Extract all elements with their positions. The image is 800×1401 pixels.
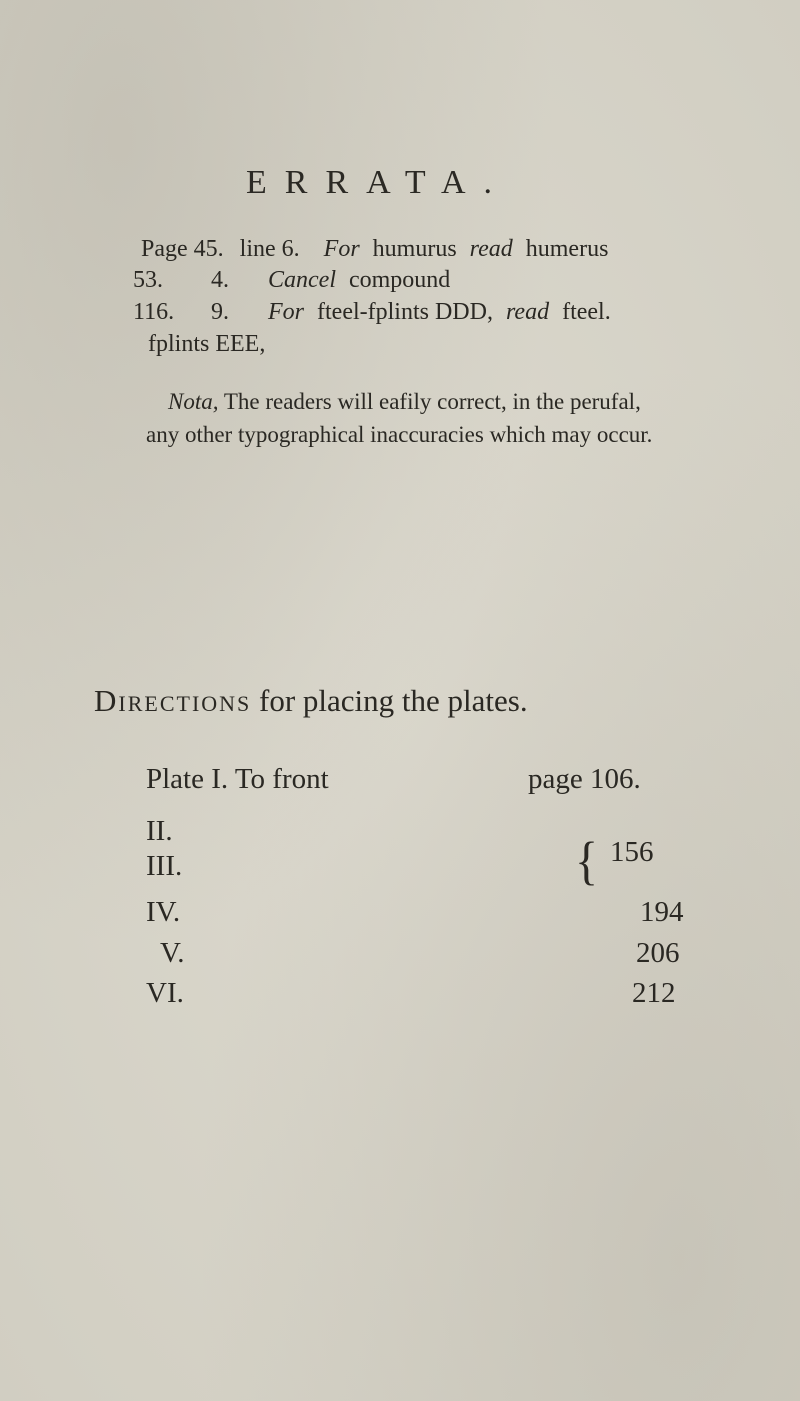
errata-instruction: For [323, 236, 360, 262]
errata-page: 116. [133, 299, 175, 325]
brace-glyph: { [575, 832, 599, 891]
errata-entry-3 [133, 299, 611, 326]
plate-row [0, 763, 800, 803]
errata-page: Page 45. [141, 236, 224, 262]
plate-row [0, 937, 800, 977]
errata-instruction: Cancel [268, 267, 336, 293]
errata-wrong-text: humurus [372, 236, 457, 262]
errata-instruction: For [268, 299, 304, 325]
errata-continuation: fplints EEE, [148, 331, 266, 357]
errata-entry-1 [134, 236, 608, 263]
plate-page: 156 [610, 836, 654, 868]
plate-page: 194 [640, 896, 684, 928]
errata-read: read [469, 236, 513, 262]
plate-row [0, 836, 800, 890]
errata-page: 53. [133, 267, 163, 293]
plate-page: 206 [636, 937, 680, 969]
errata-correct-text: humerus [525, 236, 609, 262]
plate-label: VI. [146, 977, 184, 1009]
errata-line-ref: 9. [211, 299, 229, 325]
errata-title: ERRATA. [246, 164, 511, 201]
directions-heading-smallcaps: Directions [94, 683, 252, 718]
plate-row [0, 815, 800, 855]
nota-line-2: any other typographical inaccuracies which may occur. [146, 422, 653, 447]
errata-correct-text: fteel. [562, 299, 611, 325]
nota-text-1: The readers will eafily correct, in the perufal, [223, 389, 641, 414]
plate-row [0, 977, 800, 1017]
errata-text: compound [348, 267, 451, 293]
directions-heading [94, 683, 528, 719]
errata-line-ref: line 6. [239, 236, 300, 262]
plate-label: II. [146, 815, 173, 847]
errata-wrong-text: fteel-fplints DDD, [317, 299, 493, 325]
errata-entry-2 [133, 267, 450, 294]
errata-read: read [505, 299, 550, 325]
nota-line-1 [168, 389, 641, 415]
plate-page: 212 [632, 977, 676, 1009]
plate-label: IV. [146, 896, 181, 928]
plate-page: page 106. [528, 763, 641, 795]
nota-label: Nota, [168, 389, 219, 414]
plate-label: Plate I. To front [146, 763, 329, 795]
plate-row [0, 896, 800, 936]
directions-heading-rest: for placing the plates. [259, 683, 528, 718]
plate-label: III. [146, 850, 183, 882]
plate-label: V. [160, 937, 185, 969]
errata-line-ref: 4. [211, 267, 229, 293]
